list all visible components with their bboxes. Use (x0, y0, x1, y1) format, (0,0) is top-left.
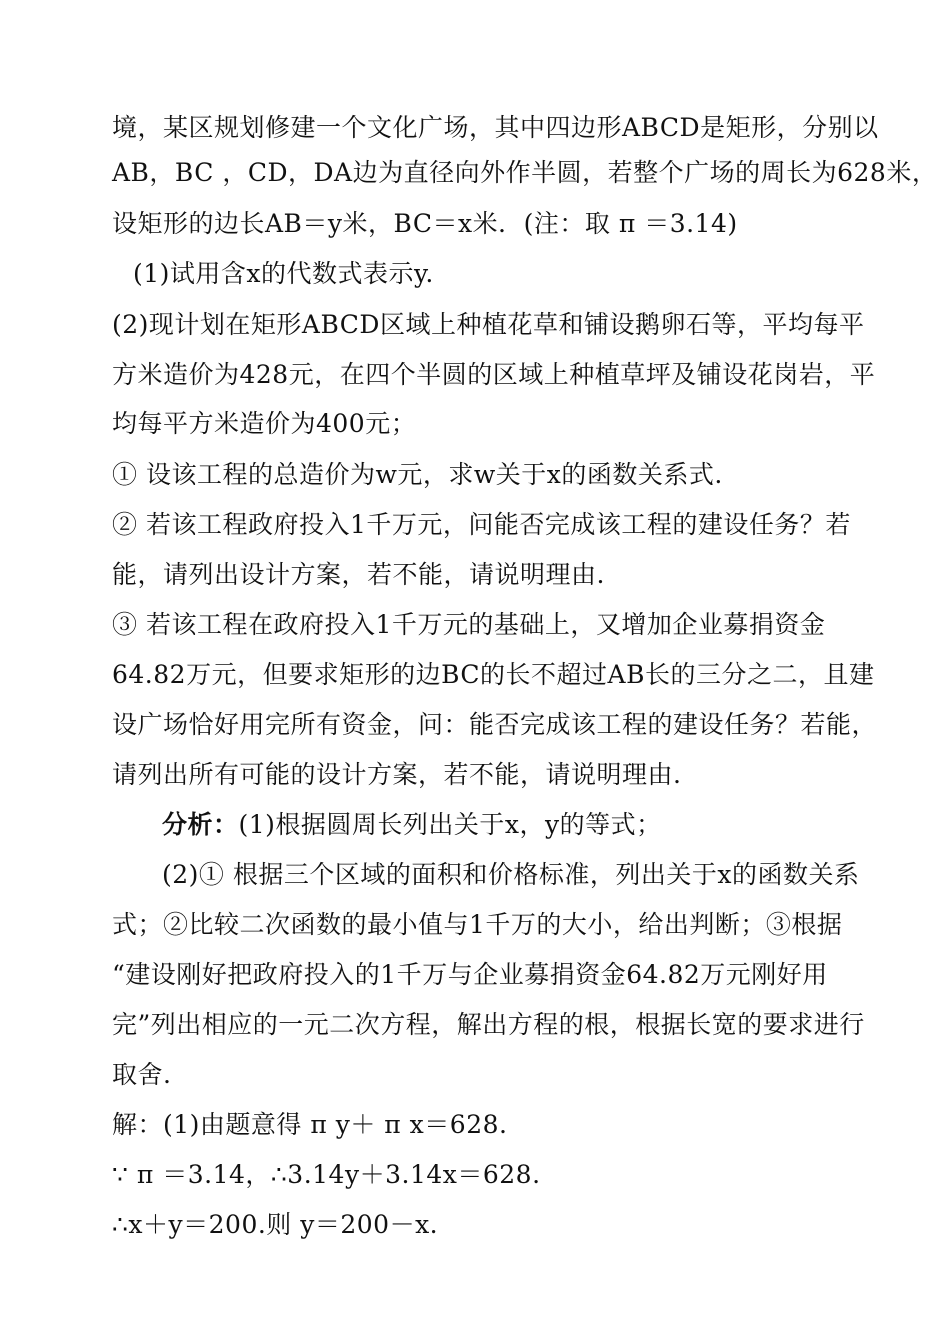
analysis-label: 分析： (162, 810, 239, 839)
problem-subpart-2-line-2: 能，请列出设计方案，若不能，请说明理由. (112, 560, 605, 589)
problem-intro-line-3: 设矩形的边长AB＝y米，BC＝x米．(注：取 π ＝3.14) (112, 209, 738, 238)
analysis-line-5: 完”列出相应的一元二次方程，解出方程的根，根据长宽的要求进行 (112, 1010, 865, 1039)
problem-subpart-3-line-4: 请列出所有可能的设计方案，若不能，请说明理由. (112, 760, 682, 789)
problem-part-2-line-2: 方米造价为428元，在四个半圆的区域上种植草坪及铺设花岗岩，平 (112, 360, 876, 389)
problem-subpart-3-line-3: 设广场恰好用完所有资金，问：能否完成该工程的建设任务？若能， (112, 710, 878, 739)
analysis-line-3: 式；②比较二次函数的最小值与1千万的大小，给出判断；③根据 (112, 910, 843, 939)
solution-line-1: 解：(1)由题意得 π y＋ π x＝628. (112, 1110, 508, 1139)
problem-intro-line-1: 境，某区规划修建一个文化广场，其中四边形ABCD是矩形，分别以 (112, 113, 879, 142)
solution-line-3: ∴x＋y＝200.则 y＝200－x. (112, 1210, 439, 1239)
problem-part-2-line-1: (2)现计划在矩形ABCD区域上种植花草和铺设鹅卵石等，平均每平 (112, 310, 865, 339)
analysis-line-6: 取舍. (112, 1060, 172, 1089)
analysis-line-2: (2)① 根据三个区域的面积和价格标准，列出关于x的函数关系 (162, 860, 860, 889)
problem-subpart-2-line-1: ② 若该工程政府投入1千万元，问能否完成该工程的建设任务？若 (112, 510, 851, 539)
problem-part-1: (1)试用含x的代数式表示y. (133, 259, 434, 288)
analysis-line-1 (162, 809, 922, 841)
problem-subpart-1: ① 设该工程的总造价为w元，求w关于x的函数关系式. (112, 460, 723, 489)
problem-subpart-3-line-1: ③ 若该工程在政府投入1千万元的基础上，又增加企业募捐资金 (112, 610, 826, 639)
problem-intro-line-2: AB，BC ，CD，DA边为直径向外作半圆，若整个广场的周长为628米， (112, 158, 938, 187)
problem-subpart-3-line-2: 64.82万元，但要求矩形的边BC的长不超过AB长的三分之二，且建 (112, 660, 875, 689)
analysis-part-1: (1)根据圆周长列出关于x，y的等式； (238, 810, 662, 839)
analysis-line-4: “建设刚好把政府投入的1千万与企业募捐资金64.82万元刚好用 (112, 960, 828, 989)
solution-line-2: ∵ π ＝3.14，∴3.14y＋3.14x＝628. (112, 1160, 541, 1189)
problem-part-2-line-3: 均每平方米造价为400元； (112, 409, 417, 438)
